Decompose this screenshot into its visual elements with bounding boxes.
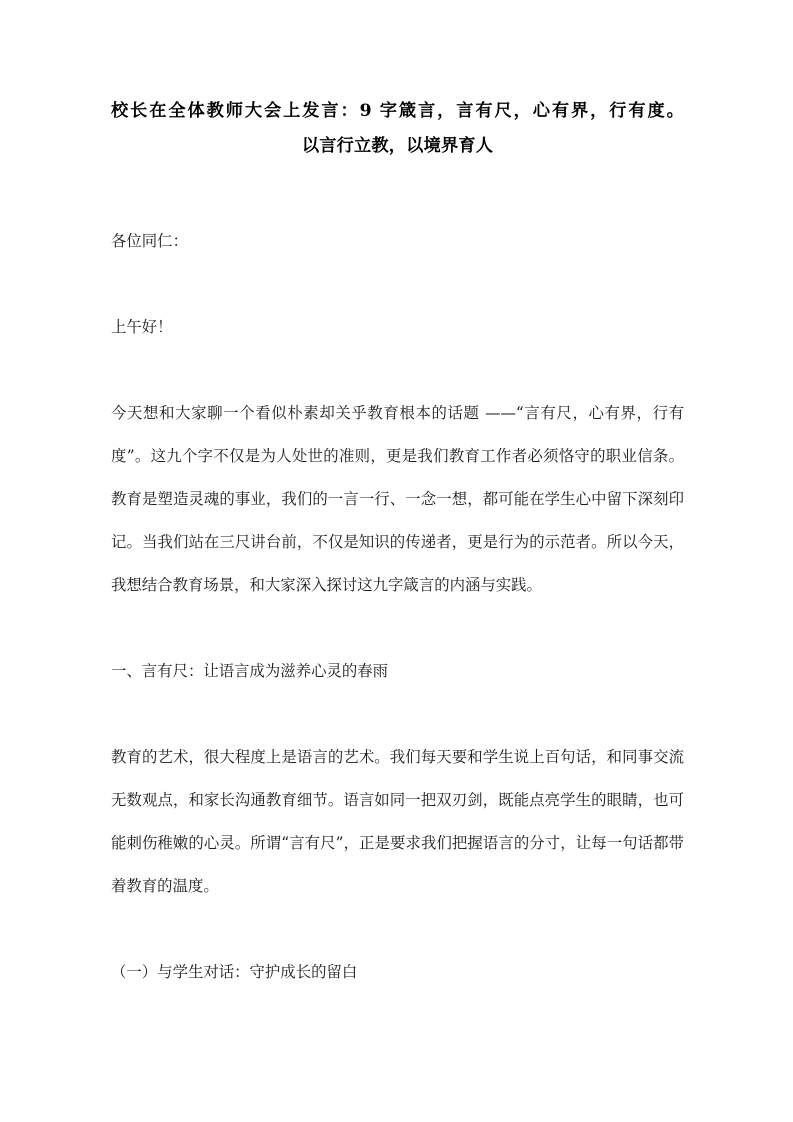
document-body [111, 220, 684, 994]
page-title [111, 94, 684, 164]
opening-paragraph: 今天想和大家聊一个看似朴素却关乎教育根本的话题 ——“言有尺，心有界，行有度”。这九个字不仅是为人处世的准则，更是我们教育工作者必须恪守的职业信条。教育是塑造灵魂的事业，我们的一言一行、一念一想，都可能在学生心中留下深刻印记。当我们站在三尺讲台前，不仅是知识的传递者，更是行为的示范者。所以今天，我想结合教育场景，和大家深入探讨这九字箴言的内涵与实践。 [111, 404, 684, 594]
greeting: 上午好！ [111, 318, 173, 336]
page-title-line-1: 校长在全体教师大会上发言：9 字箴言，言有尺，心有界，行有度。 [111, 101, 684, 121]
page-title-line-2: 以言行立教，以境界育人 [301, 136, 494, 156]
salutation: 各位同仁： [111, 232, 188, 250]
subsection-heading-1-1: （一）与学生对话：守护成长的留白 [111, 963, 358, 981]
section-1-paragraph: 教育的艺术，很大程度上是语言的艺术。我们每天要和学生说上百句话，和同事交流无数观点，和家长沟通教育细节。语言如同一把双刃剑，既能点亮学生的眼睛，也可能刺伤稚嫩的心灵。所谓“言有尺”，正是要求我们把握语言的分寸，让每一句话都带着教育的温度。 [111, 748, 684, 895]
section-heading-1: 一、言有尺：让语言成为滋养心灵的春雨 [111, 662, 389, 680]
document-content [111, 94, 684, 994]
